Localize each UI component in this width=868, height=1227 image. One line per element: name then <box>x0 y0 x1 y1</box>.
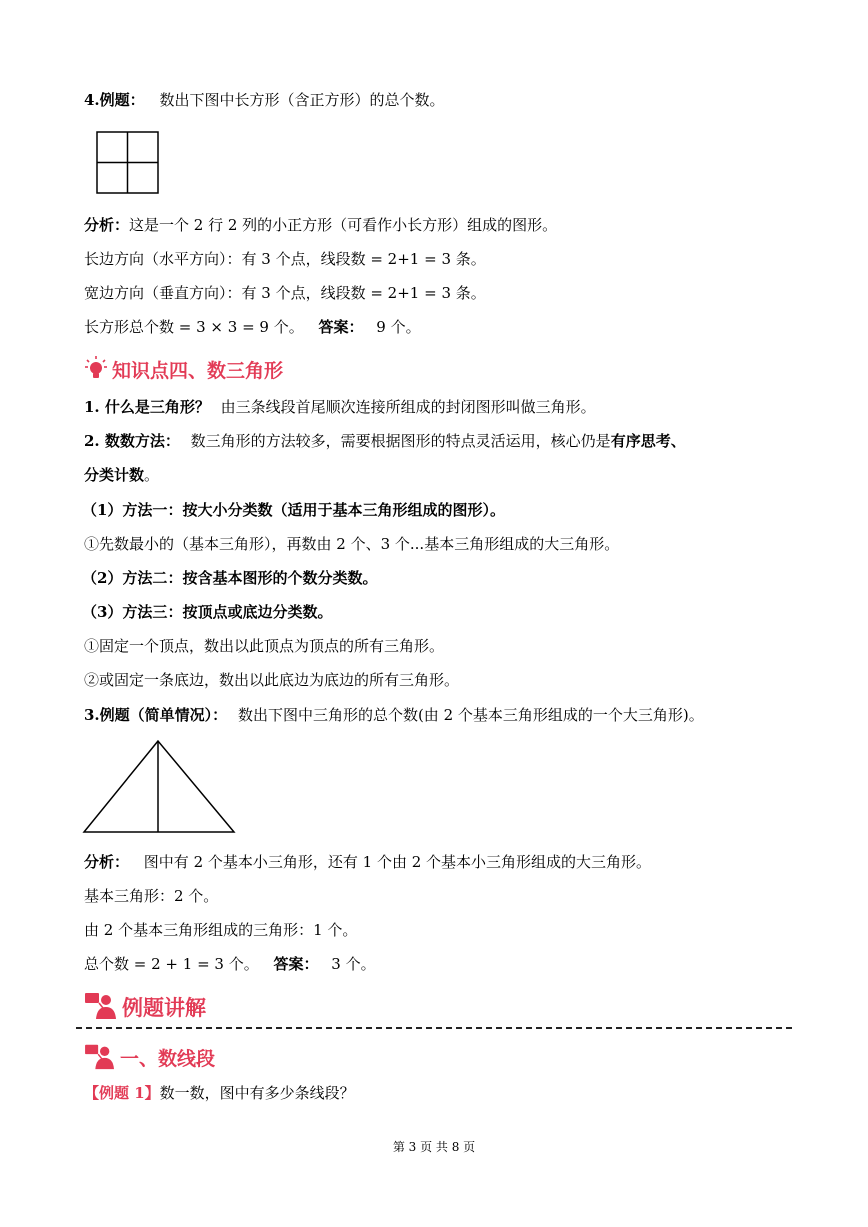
total-triangle-line <box>84 954 376 974</box>
page-footer: 第 3 页 共 8 页 <box>392 1140 476 1154</box>
example-1-text: 数一数，图中有多少条线段？ <box>159 1084 355 1102</box>
section-divider <box>76 1027 792 1029</box>
question-2-text: 数三角形的方法较多，需要根据图形的特点灵活运用，核心仍是 <box>190 432 611 450</box>
example-3 <box>84 705 704 725</box>
example-3-label: 3.例题（简单情况）： <box>84 706 228 724</box>
method-3-b: ②或固定一条底边，数出以此底边为底边的所有三角形。 <box>84 671 460 689</box>
analysis-1 <box>84 215 557 235</box>
question-2-tail: 。 <box>144 466 160 484</box>
method-1-detail: ①先数最小的（基本三角形），再数由 2 个、3 个...基本三角形组成的大三角形。 <box>84 535 620 553</box>
combined-triangle-count: 由 2 个基本三角形组成的三角形：1 个。 <box>84 921 358 939</box>
big-triangle <box>84 741 234 832</box>
total-rect-answer-label: 答案： <box>318 318 364 336</box>
lightbulb-icon <box>84 355 108 387</box>
analysis-1-text: 这是一个 2 行 2 列的小正方形（可看作小长方形）组成的图形。 <box>129 216 558 234</box>
analysis-2 <box>84 852 651 872</box>
knowledge-heading-title: 知识点四、数三角形 <box>112 360 284 382</box>
teacher-icon <box>84 1042 116 1076</box>
question-2-label: 2. 数数方法： <box>84 432 180 450</box>
question-1-label: 1. 什么是三角形？ <box>84 398 210 416</box>
question-2-continued <box>84 465 159 485</box>
wide-side-line: 宽边方向（垂直方向）：有 3 个点，线段数 = 2+1 = 3 条。 <box>84 284 486 302</box>
example-1 <box>84 1083 355 1103</box>
analysis-2-text: 图中有 2 个基本小三角形，还有 1 个由 2 个基本小三角形组成的大三角形。 <box>143 853 652 871</box>
example-4-label: 4.例题： <box>84 91 145 109</box>
example-3-text: 数出下图中三角形的总个数(由 2 个基本三角形组成的一个大三角形)。 <box>237 706 704 724</box>
grid-figure <box>96 131 160 195</box>
total-triangle-text: 总个数 = 2 + 1 = 3 个。 <box>84 955 259 973</box>
knowledge-heading <box>84 355 283 387</box>
total-rect-text: 长方形总个数 = 3 × 3 = 9 个。 <box>84 318 304 336</box>
example-4 <box>84 90 444 110</box>
question-2-cont: 分类计数 <box>84 466 145 484</box>
question-2 <box>84 431 686 451</box>
section-1-heading <box>84 1042 215 1076</box>
examples-heading-title: 例题讲解 <box>122 995 206 1020</box>
method-3-a: ①固定一个顶点，数出以此顶点为顶点的所有三角形。 <box>84 637 445 655</box>
method-1: （1）方法一：按大小分类数（适用于基本三角形组成的图形）。 <box>82 501 505 519</box>
total-rect-line <box>84 317 421 337</box>
example-1-label: 【例题 1】 <box>84 1084 160 1102</box>
example-4-text: 数出下图中长方形（含正方形）的总个数。 <box>159 91 445 109</box>
question-1 <box>84 397 596 417</box>
analysis-1-label: 分析： <box>84 216 130 234</box>
question-1-text: 由三条线段首尾顺次连接所组成的封闭图形叫做三角形。 <box>220 398 596 416</box>
method-2: （2）方法二：按含基本图形的个数分类数。 <box>82 569 378 587</box>
analysis-2-label: 分析： <box>84 853 130 871</box>
total-triangle-answer: 3 个。 <box>331 955 376 973</box>
section-1-heading-title: 一、数线段 <box>120 1048 216 1070</box>
teacher-icon <box>84 990 118 1025</box>
examples-heading <box>84 990 206 1025</box>
question-2-emphasis: 有序思考、 <box>610 432 686 450</box>
total-rect-answer: 9 个。 <box>376 318 421 336</box>
long-side-line: 长边方向（水平方向）：有 3 个点，线段数 = 2+1 = 3 条。 <box>84 250 486 268</box>
basic-triangle-count: 基本三角形：2 个。 <box>84 887 219 905</box>
total-triangle-answer-label: 答案： <box>273 955 319 973</box>
triangle-figure <box>82 739 238 835</box>
method-3: （3）方法三：按顶点或底边分类数。 <box>82 603 333 621</box>
